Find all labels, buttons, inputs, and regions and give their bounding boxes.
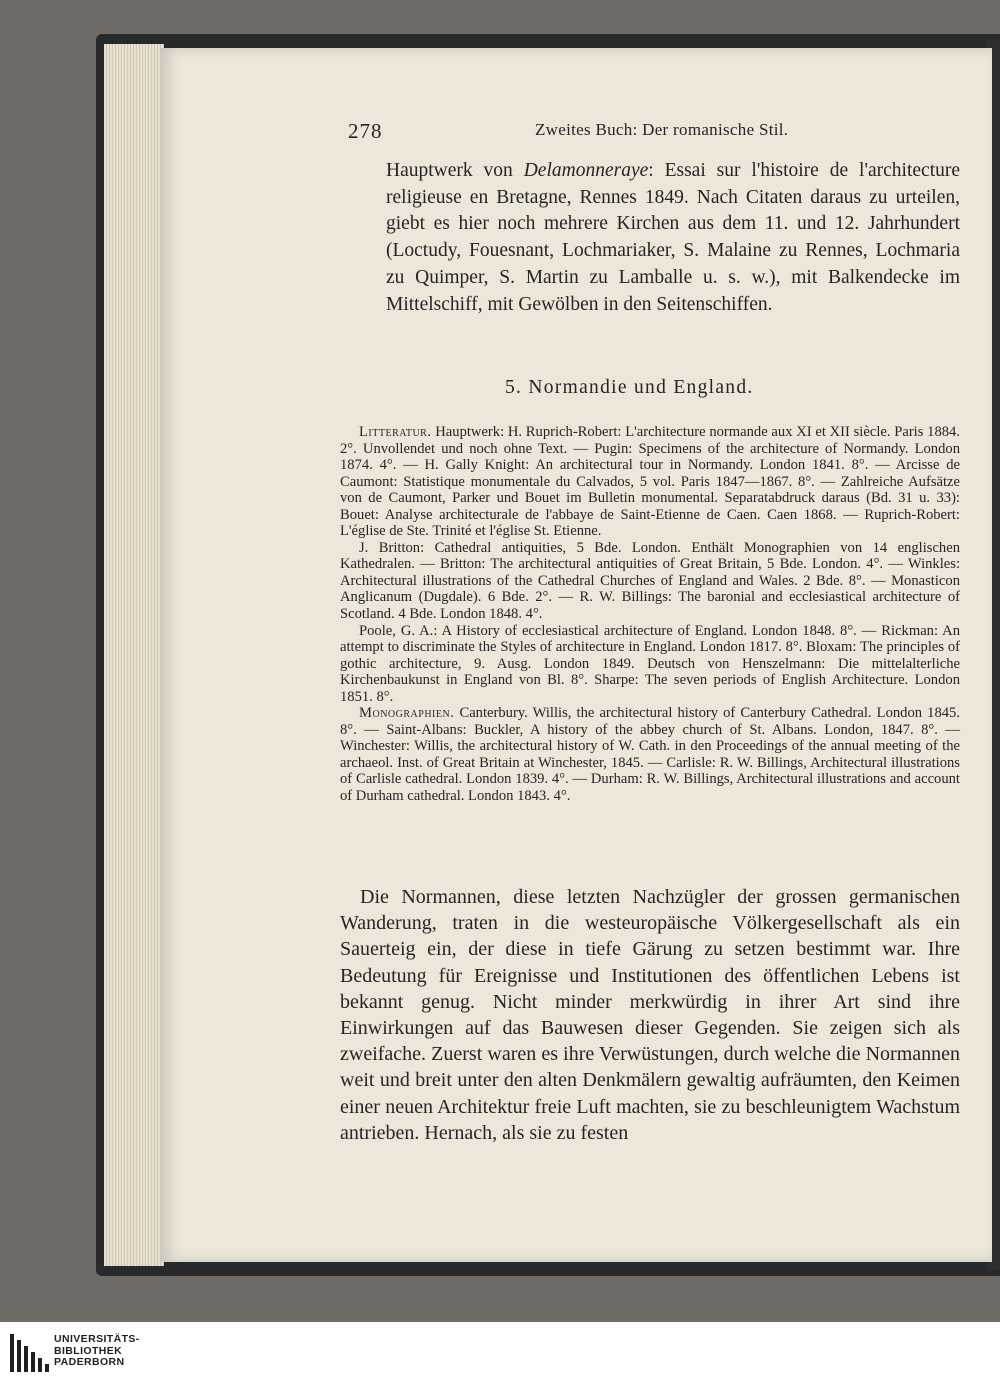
intro-text: : Essai sur l'histoire de l'architecture religieuse en Bretagne, Rennes 1849. Nach Citaten daraus zu urteilen, giebt es hier noch mehrere Kirchen aus dem 11. und 12. Jahrhundert (Loctudy, Fouesnant, Lochmariaker, S. Malaine zu Rennes, Lochmaria zu Quimper, S. Martin zu Lamballe u. s. w.), mit Balkendecke im Mittelschiff, mit Gewölben in den Seitenschiffen. <box>386 160 961 315</box>
intro-lead: Hauptwerk von <box>386 160 524 181</box>
logo-line-1: UNIVERSITÄTS- <box>54 1333 140 1345</box>
logo-line-3: PADERBORN <box>54 1356 125 1368</box>
literature-paragraph-2: J. Britton: Cathedral antiquities, 5 Bde. London. Enthält Monographien von 14 englischen Kathedralen. — Britton: The architectural antiquities of Great Britain, 5 Bde. London. 4°. — Winkles: Architectural illustrations of the Cathedral Churches of England and Wales. 2 Bde. 8°. — Monasticon Anglicanum (Dugdale). 6 Bde. 2°. — R. W. Billings: The baronial and ecclesiastical architecture of Scotland. 4 Bde. London 1848. 4°. <box>340 539 960 623</box>
page-edges <box>104 44 164 1266</box>
main-paragraph: Die Normannen, diese letzten Nachzügler der grossen germanischen Wanderung, traten in die westeuropäische Völkergesellschaft als ein Sauerteig ein, der diese in tiefe Gärung zu setzen bestimmt war. Ihre Bedeutung für Ereignisse und Institutionen des öffentlichen Lebens ist bekannt genug. Nicht minder merkwürdig in ihrer Art sind ihre Einwirkungen auf das Bauwesen dieser Gegenden. Sie zeigen sich als zweifache. Zuerst waren es ihre Verwüstungen, durch welche die Normannen weit und breit unter den alten Denkmälern gewaltig aufräumten, den Keimen einer neuen Architektur freie Luft machten, sie zu beschleunigtem Wachstum antrieben. Hernach, als sie zu festen <box>340 886 960 1144</box>
section-heading: 5. Normandie und England. <box>505 377 754 398</box>
literature-text-4: Canterbury. Willis, the architectural history of Canterbury Cathedral. London 1845. 8°. — Saint-Albans: Buckler, A history of the abbey church of St. Albans. London, 1847. 8°. — Winchester: Willis, the architectural history of W. Cath. in den Proceedings of the annual meeting of the archaeol. Inst. of Great Britain at Winchester, 1845. — Carlisle: R. W. Billings, Architectural illustrations of Carlisle cathedral. London 1839. 4°. — Durham: R. W. Billings, Architectural illustrations and account of Durham cathedral. London 1843. 4°. <box>340 705 960 805</box>
monographien-label: Monographien. <box>359 705 455 722</box>
intro-paragraph <box>386 158 960 318</box>
literature-label: Litteratur. <box>359 424 432 440</box>
literature-paragraph-1 <box>340 424 960 540</box>
running-title: Zweites Buch: Der romanische Stil. <box>535 120 789 139</box>
intro-author: Delamonneraye <box>523 160 649 181</box>
literature-paragraph-3: Poole, G. A.: A History of ecclesiastical architecture of England. London 1848. 8°. — Rickman: An attempt to discriminate the Styles of architecture in England. London 1817. 8°. Bloxam: The principles of gothic architecture, 9. Ausg. London 1849. Deutsch von Henszelmann: Die mittelalterliche Kirchenbaukunst in England von Bl. 8°. Sharpe: The seven periods of English Architecture. London 1851. 8°. <box>340 622 960 705</box>
page-number: 278 <box>348 119 383 143</box>
logo-line-2: BIBLIOTHEK <box>54 1344 123 1357</box>
literature-text-1: Hauptwerk: H. Ruprich-Robert: L'architecture normande aux XI et XII siècle. Paris 1884. 2°. Unvollendet und noch ohne Text. — Pugin: Specimens of the architecture of Normandy. London 1874. 4°. — H. Gally Knight: An architectural tour in Normandy. London 1841. 8°. — Arcisse de Caumont: Statistique monumentale du Calvados, 5 vol. Paris 1847—1867. 8°. — Zahlreiche Aufsätze von de Caumont, Parker und Bouet im Bulletin monumental. Separatabdruck daraus (Bd. 31 u. 33): Bouet: Analyse architecturale de l'abbaye de Saint-Etienne de Caen. Caen 1868. — Ruprich-Robert: L'église de Ste. Trinité et l'église St. Etienne. <box>340 424 960 540</box>
literature-paragraph-4 <box>340 705 960 804</box>
library-logo-icon <box>10 1334 50 1372</box>
library-logo-text <box>54 1334 140 1369</box>
literature-block <box>340 424 960 805</box>
